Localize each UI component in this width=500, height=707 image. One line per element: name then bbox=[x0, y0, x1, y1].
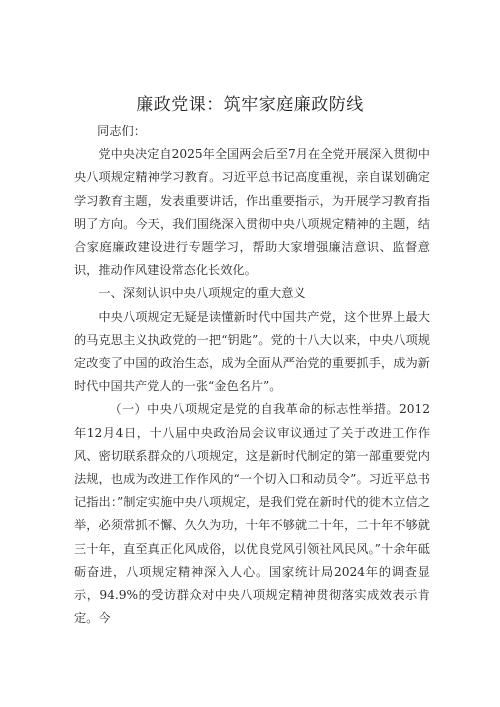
salutation: 同志们： bbox=[97, 124, 146, 138]
document-title: 廉政党课：筑牢家庭廉政防线 bbox=[136, 95, 364, 115]
document-body bbox=[74, 120, 430, 630]
subsection-1: （一）中央八项规定是党的自我革命的标志性举措。2012年12月4日，十八届中央政治局会议审议通过了关于改进工作作风、密切联系群众的八项规定，这是新时代制定的第一部重要党内法规，也成为改进工作作风的“一个切入口和动员令”。习近平总书记指出：”制定实施中央八项规定，是我们党在新时代的徙木立信之举，必须常抓不懈、久久为功，十年不够就二十年，二十年不够就三十年，直至真正化风成俗，以优良党风引领社风民风。”十余年砥砺奋进，八项规定精神深入人心。国家统计局2024年的调查显示，94.9%的受访群众对中央八项规定精神贯彻落实成效表示肯定。今 bbox=[74, 402, 430, 626]
paragraph-intro: 党中央决定自2025年全国两会后至7月在全党开展深入贯彻中央八项规定精神学习教育。习近平总书记高度重视，亲自谋划确定学习教育主题，发表重要讲话，作出重要指示，为开展学习教育指明了方向。今天，我们围绕深入贯彻中央八项规定精神的主题，结合家庭廉政建设进行专题学习，帮助大家增强廉洁意识、监督意识，推动作风建设常态化长效化。 bbox=[74, 147, 430, 278]
paragraph-significance: 中央八项规定无疑是读懂新时代中国共产党，这个世界上最大的马克思主义执政党的一把“钥匙”。党的十八大以来，中央八项规定改变了中国的政治生态，成为全面从严治党的重要抓手，成为新时代中国共产党人的一张“金色名片”。 bbox=[74, 309, 430, 394]
section-heading-1: 一、深刻认识中央八项规定的重大意义 bbox=[98, 286, 306, 301]
